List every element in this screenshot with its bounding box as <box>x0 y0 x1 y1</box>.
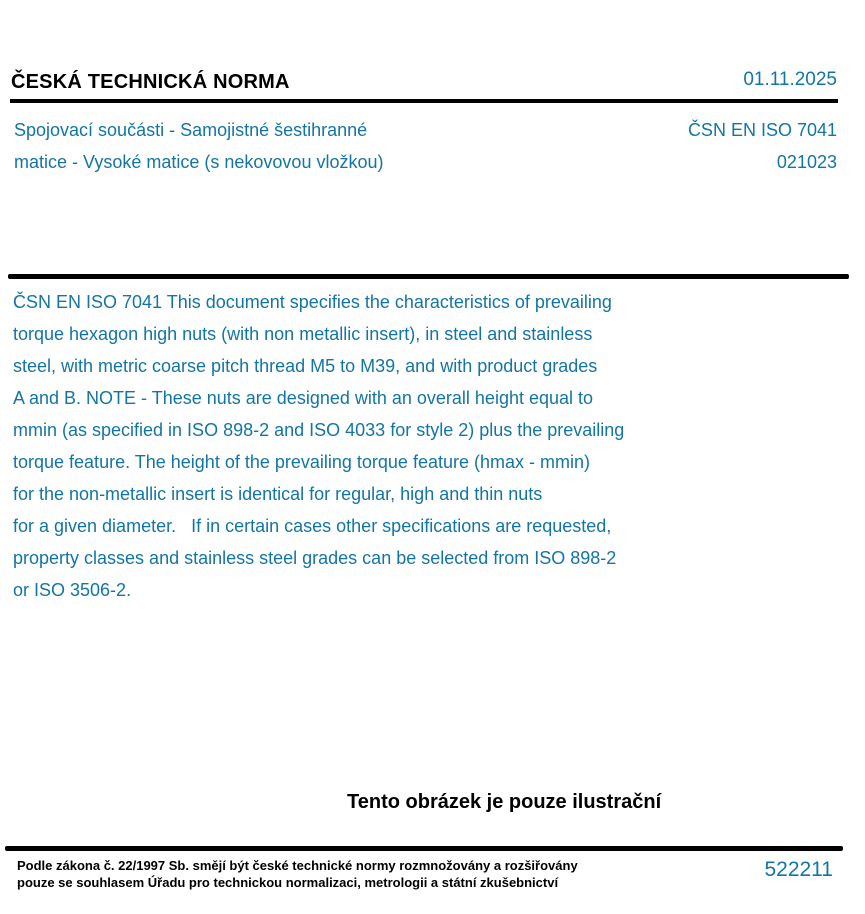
abstract-line: A and B. NOTE - These nuts are designed with an overall height equal to <box>13 388 594 408</box>
abstract-line: for a given diameter. If in certain cases other specifications are requested, <box>13 516 612 536</box>
standard-title-line-1: Spojovací součásti - Samojistné šestihranné <box>14 120 368 140</box>
abstract-line: steel, with metric coarse pitch thread M5 to M39, and with product grades <box>13 356 598 376</box>
header-divider <box>10 99 838 103</box>
standard-code: ČSN EN ISO 7041 <box>687 120 837 140</box>
abstract-divider <box>8 274 849 279</box>
abstract-line: ČSN EN ISO 7041 This document specifies the characteristics of prevailing <box>13 292 612 312</box>
standard-identifiers <box>688 114 837 178</box>
abstract-line: for the non-metallic insert is identical for regular, high and thin nuts <box>13 484 543 504</box>
illustrative-image-caption: Tento obrázek je pouze ilustrační <box>347 791 662 813</box>
legal-notice-line-1: Podle zákona č. 22/1997 Sb. smějí být české technické normy rozmnožovány a rozšiřovány <box>17 858 578 873</box>
abstract-line: torque hexagon high nuts (with non metallic insert), in steel and stainless <box>13 324 593 344</box>
class-code: 021023 <box>776 152 837 172</box>
standard-title <box>14 114 383 178</box>
abstract-line: torque feature. The height of the prevailing torque feature (hmax - mmin) <box>13 452 590 472</box>
footer-divider <box>5 846 843 851</box>
abstract-text <box>13 286 624 606</box>
legal-notice-line-2: pouze se souhlasem Úřadu pro technickou normalizaci, metrologii a státní zkušebnictví <box>17 875 559 890</box>
catalog-number: 522211 <box>764 858 833 881</box>
issue-date: 01.11.2025 <box>743 69 837 90</box>
abstract-line: mmin (as specified in ISO 898-2 and ISO 4033 for style 2) plus the prevailing <box>13 420 625 440</box>
page-title: ČESKÁ TECHNICKÁ NORMA <box>11 71 290 93</box>
standard-title-line-2: matice - Vysoké matice (s nekovovou vložkou) <box>14 152 384 172</box>
abstract-line: property classes and stainless steel grades can be selected from ISO 898-2 <box>13 548 617 568</box>
legal-notice <box>17 857 578 891</box>
abstract-line: or ISO 3506-2. <box>13 580 132 600</box>
